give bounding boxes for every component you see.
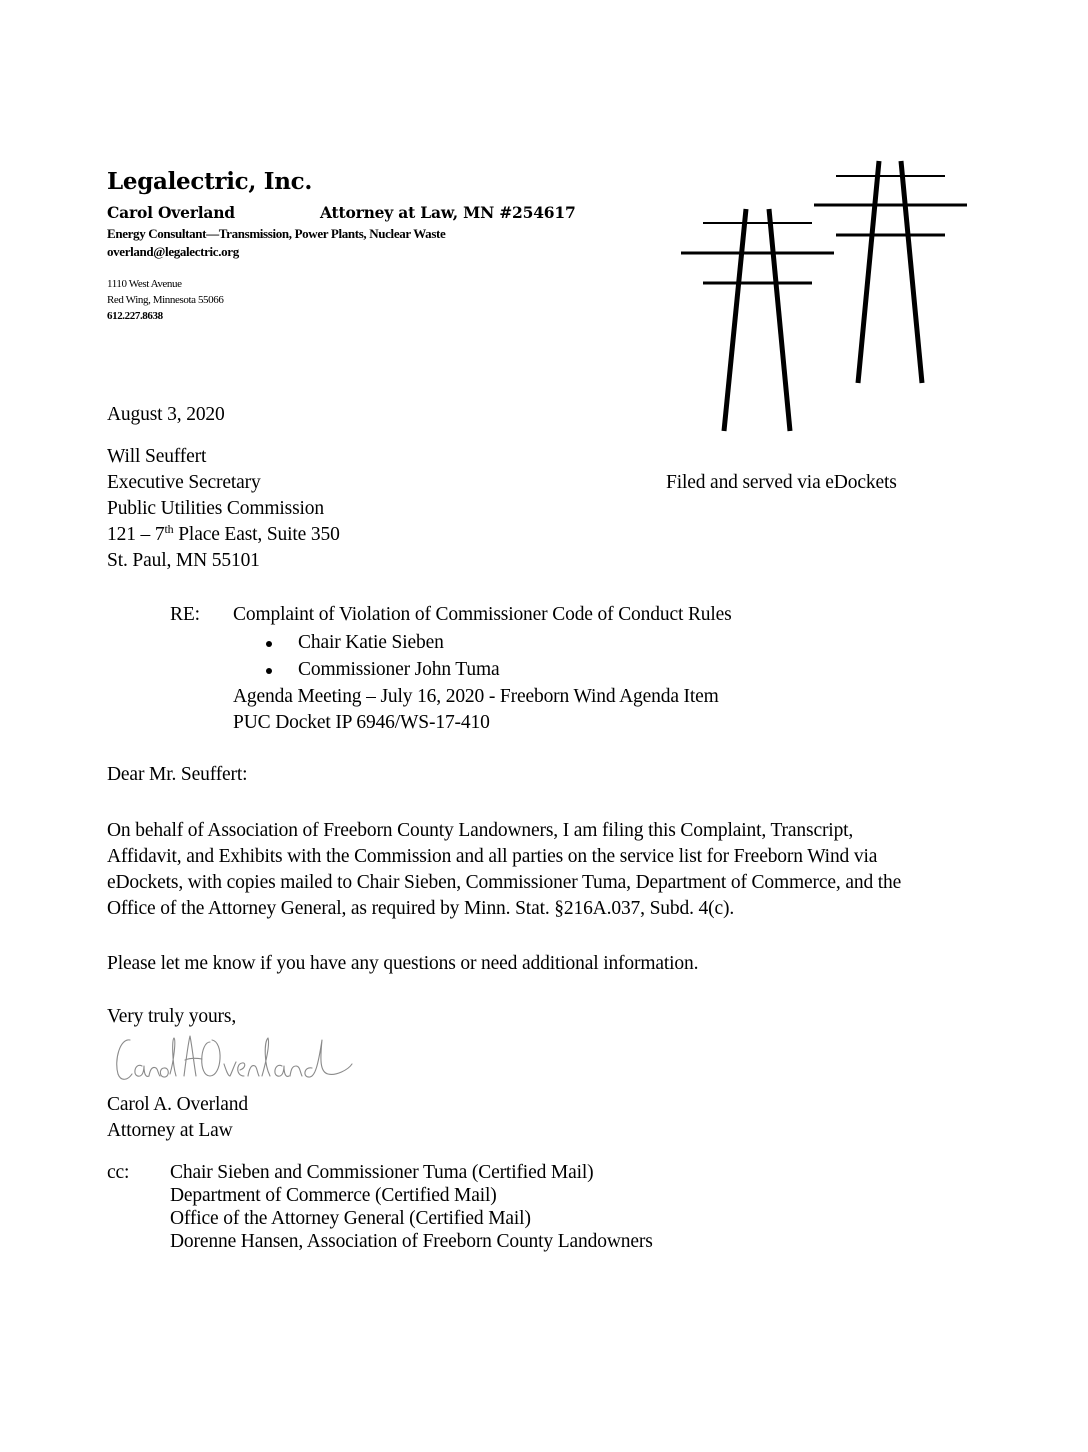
street-number: 121 – 7	[107, 524, 165, 545]
signer-title: Attorney at Law	[107, 1120, 233, 1141]
re-label: RE:	[170, 604, 200, 625]
paragraph-line: Office of the Attorney General, as required by Minn. Stat. §216A.037, Subd. 4(c).	[107, 898, 735, 919]
signer-name: Carol A. Overland	[107, 1094, 248, 1115]
recipient-city: St. Paul, MN 55101	[107, 550, 260, 571]
cc-recipient: Chair Sieben and Commissioner Tuma (Certified Mail)	[170, 1162, 594, 1183]
body-paragraph-2: Please let me know if you have any questions or need additional information.	[107, 953, 699, 974]
recipient-organization: Public Utilities Commission	[107, 498, 324, 519]
re-meeting: Agenda Meeting – July 16, 2020 - Freeborn Wind Agenda Item	[233, 686, 719, 707]
address-line-1: 1110 West Avenue	[107, 278, 182, 290]
address-line-2: Red Wing, Minnesota 55066	[107, 294, 224, 306]
company-name: Legalectric, Inc.	[107, 168, 313, 195]
closing: Very truly yours,	[107, 1006, 237, 1027]
street-name: Place East, Suite 350	[173, 524, 340, 545]
specialty-line: Energy Consultant—Transmission, Power Plants, Nuclear Waste	[107, 226, 446, 241]
cc-recipient: Office of the Attorney General (Certified Mail)	[170, 1208, 531, 1229]
cc-recipient: Dorenne Hansen, Association of Freeborn County Landowners	[170, 1231, 653, 1252]
ordinal-suffix: th	[164, 522, 174, 536]
paragraph-line: Affidavit, and Exhibits with the Commission and all parties on the service list for Freeborn Wind via	[107, 846, 878, 867]
cc-recipient: Department of Commerce (Certified Mail)	[170, 1185, 497, 1206]
re-subject: Complaint of Violation of Commissioner Code of Conduct Rules	[233, 604, 732, 625]
cc-label: cc:	[107, 1162, 130, 1183]
bullet-icon	[266, 641, 272, 647]
paragraph-line: eDockets, with copies mailed to Chair Sieben, Commissioner Tuma, Department of Commerce, and the	[107, 872, 902, 893]
re-docket: PUC Docket IP 6946/WS-17-410	[233, 712, 490, 733]
re-bullet-item: Chair Katie Sieben	[298, 632, 444, 653]
attorney-credential: Attorney at Law, MN #254617	[320, 203, 576, 222]
filing-note: Filed and served via eDockets	[666, 472, 897, 493]
re-bullet-item: Commissioner John Tuma	[298, 659, 500, 680]
recipient-name: Will Seuffert	[107, 446, 207, 467]
attorney-name: Carol Overland	[107, 203, 235, 222]
signature-image	[112, 1030, 372, 1090]
bullet-icon	[266, 668, 272, 674]
letter-date: August 3, 2020	[107, 404, 225, 425]
phone-number: 612.227.8638	[107, 310, 163, 322]
salutation: Dear Mr. Seuffert:	[107, 764, 248, 785]
email-link[interactable]: overland@legalectric.org	[107, 244, 239, 259]
transmission-towers-icon	[0, 0, 1088, 450]
recipient-title: Executive Secretary	[107, 472, 261, 493]
recipient-street	[107, 522, 340, 548]
paragraph-line: On behalf of Association of Freeborn County Landowners, I am filing this Complaint, Transcript,	[107, 820, 854, 841]
body-paragraph-1	[107, 818, 967, 922]
